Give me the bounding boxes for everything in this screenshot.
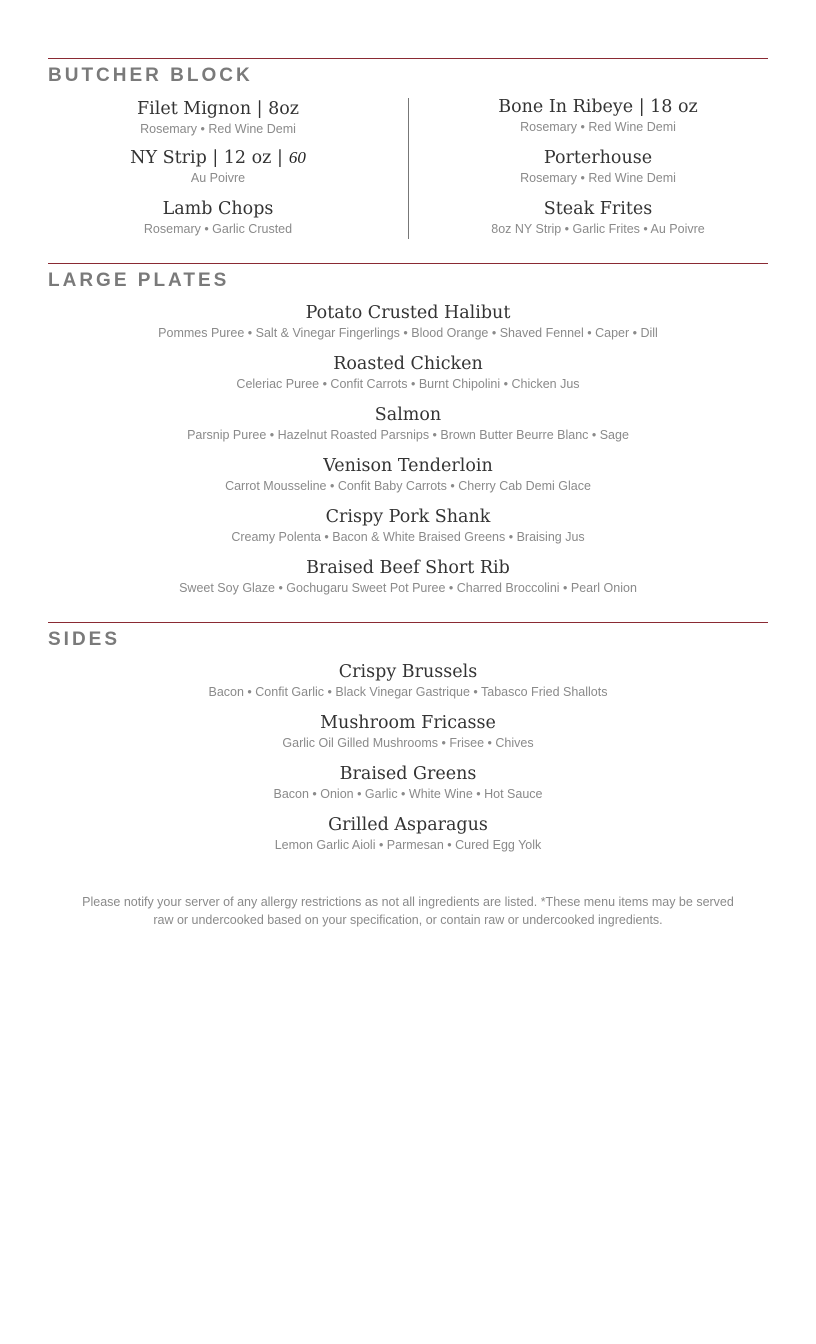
item-name	[48, 147, 388, 169]
allergy-footnote	[48, 893, 768, 929]
menu-item-filet-mignon	[48, 98, 388, 138]
item-name: Steak Frites	[543, 199, 653, 219]
menu-item-mushroom-fricasse	[48, 712, 768, 752]
menu-item-roasted-chicken	[48, 353, 768, 393]
section-title-sides: SIDES	[48, 629, 121, 650]
column-divider	[408, 98, 409, 239]
menu-item-venison-tenderloin	[48, 455, 768, 495]
item-name: Lamb Chops	[162, 199, 274, 219]
item-description: Rosemary • Red Wine Demi	[520, 171, 676, 185]
item-description: Celeriac Puree • Confit Carrots • Burnt Chipolini • Chicken Jus	[236, 377, 580, 391]
item-description: Rosemary • Red Wine Demi	[520, 120, 676, 134]
item-description: Bacon • Onion • Garlic • White Wine • Hot Sauce	[273, 787, 543, 801]
item-description: Garlic Oil Gilled Mushrooms • Frisee • Chives	[282, 736, 534, 750]
item-name: Salmon	[374, 405, 442, 425]
item-description: Rosemary • Garlic Crusted	[143, 222, 293, 236]
item-name: Braised Beef Short Rib	[306, 558, 510, 578]
item-name: Crispy Brussels	[338, 662, 478, 682]
menu-item-crispy-pork-shank	[48, 506, 768, 546]
item-description: Sweet Soy Glaze • Gochugaru Sweet Pot Puree • Charred Broccolini • Pearl Onion	[179, 581, 637, 595]
item-description: Rosemary • Red Wine Demi	[140, 122, 296, 136]
footnote-line-1: Please notify your server of any allergy restrictions as not all ingredients are listed. *These menu items may be served	[82, 895, 734, 909]
item-name: Filet Mignon | 8oz	[137, 99, 299, 119]
section-divider-butcher-block	[48, 58, 768, 59]
item-description: Pommes Puree • Salt & Vinegar Fingerlings • Blood Orange • Shaved Fennel • Caper • Dill	[158, 326, 658, 340]
section-title-large-plates: LARGE PLATES	[48, 270, 230, 291]
menu-item-bone-in-ribeye	[428, 96, 768, 136]
section-divider-sides	[48, 622, 768, 623]
menu-item-braised-beef-short-rib	[48, 557, 768, 597]
item-name: Porterhouse	[543, 148, 653, 168]
menu-item-steak-frites	[428, 198, 768, 238]
item-description: Bacon • Confit Garlic • Black Vinegar Gastrique • Tabasco Fried Shallots	[208, 685, 608, 699]
menu-item-lamb-chops	[48, 198, 388, 238]
item-name: Grilled Asparagus	[328, 815, 488, 835]
item-name: Crispy Pork Shank	[325, 507, 491, 527]
item-price: 60	[288, 148, 306, 167]
menu-item-grilled-asparagus	[48, 814, 768, 854]
item-description: Parsnip Puree • Hazelnut Roasted Parsnips • Brown Butter Beurre Blanc • Sage	[187, 428, 629, 442]
menu-item-porterhouse	[428, 147, 768, 187]
item-name: Potato Crusted Halibut	[305, 303, 511, 323]
item-name: Bone In Ribeye | 18 oz	[498, 97, 698, 117]
item-name: Mushroom Fricasse	[320, 713, 496, 733]
item-name: Braised Greens	[339, 764, 477, 784]
item-description: Creamy Polenta • Bacon & White Braised Greens • Braising Jus	[231, 530, 585, 544]
footnote-line-2: raw or undercooked based on your specification, or contain raw or undercooked ingredients.	[153, 913, 663, 927]
item-name: Roasted Chicken	[333, 354, 483, 374]
menu-item-potato-crusted-halibut	[48, 302, 768, 342]
menu-item-salmon	[48, 404, 768, 444]
menu-item-braised-greens	[48, 763, 768, 803]
section-divider-large-plates	[48, 263, 768, 264]
menu-item-crispy-brussels	[48, 661, 768, 701]
item-name-text: NY Strip | 12 oz |	[130, 148, 283, 168]
item-name: Venison Tenderloin	[323, 456, 493, 476]
item-description: Carrot Mousseline • Confit Baby Carrots • Cherry Cab Demi Glace	[225, 479, 591, 493]
section-title-butcher-block: BUTCHER BLOCK	[48, 65, 253, 86]
item-description: Au Poivre	[190, 171, 246, 185]
item-description: Lemon Garlic Aioli • Parmesan • Cured Egg Yolk	[274, 838, 542, 852]
menu-item-ny-strip	[48, 147, 388, 187]
item-description: 8oz NY Strip • Garlic Frites • Au Poivre	[491, 222, 705, 236]
